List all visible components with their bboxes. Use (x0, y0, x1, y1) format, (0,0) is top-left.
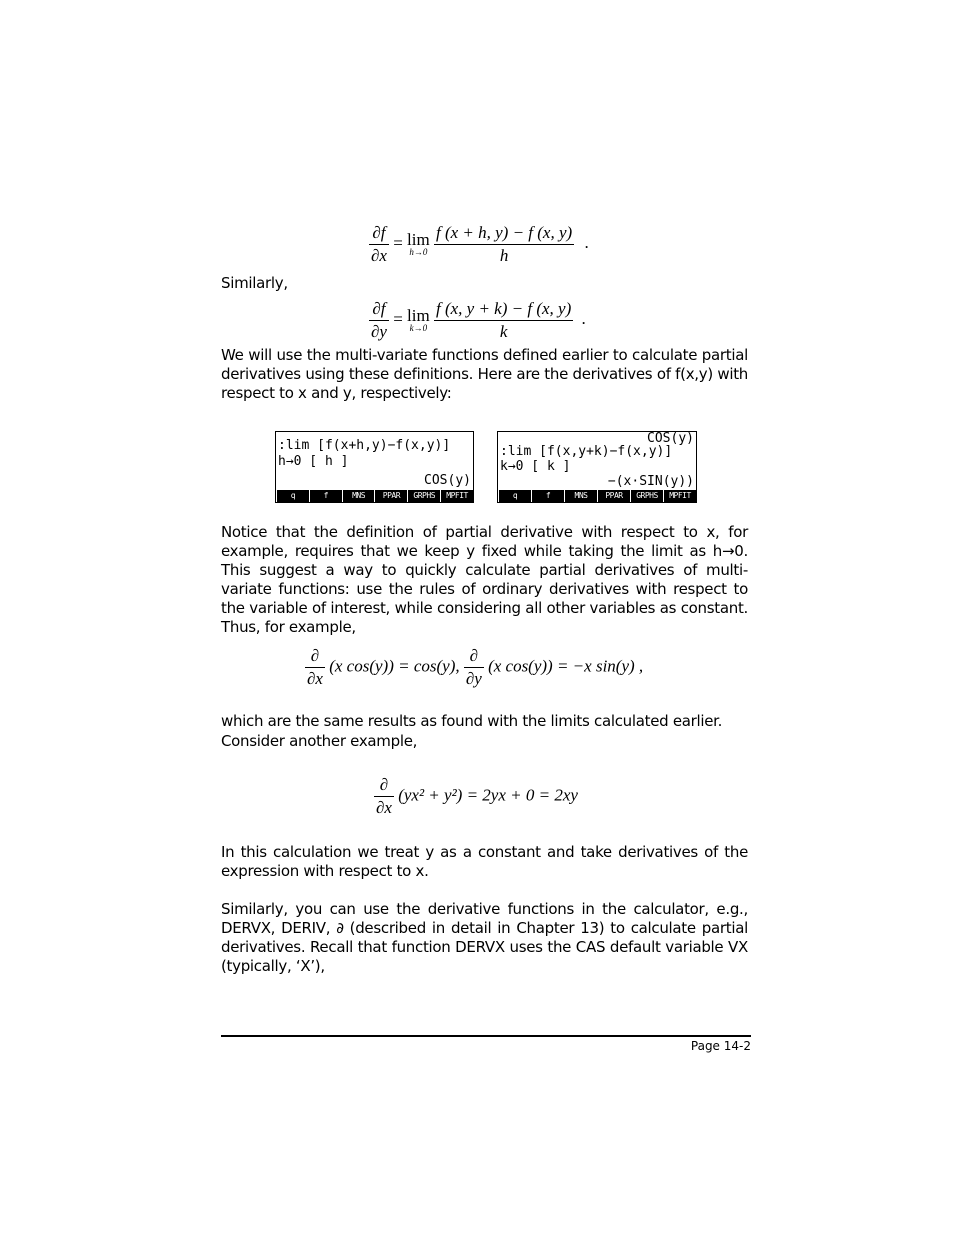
menu-key[interactable]: GRPHS (407, 490, 440, 502)
quotient-numerator: f (x, y + k) − f (x, y) (434, 298, 573, 321)
lhs-numerator: ∂f (369, 222, 389, 245)
similarly-text: Similarly, (221, 274, 288, 292)
partial-x-operator: $\frac{\partial}{\partial x}$ (376, 775, 392, 817)
menu-key[interactable]: MNS (564, 490, 597, 502)
menu-key[interactable]: PPAR (597, 490, 630, 502)
menu-key[interactable]: q (276, 490, 309, 502)
paragraph-calculation: In this calculation we treat y as a constant and take derivatives of the expression with respect to x. (221, 843, 748, 880)
equation-partial-x-limit: $\frac{\partial f}{\partial x}$ = lim h→0 $\frac{f (x + h, y) - f (x, y)}{h}$ . (371, 223, 589, 265)
menu-key[interactable]: MNS (342, 490, 375, 502)
expression: (yx² + y²) = 2yx + 0 = 2xy (398, 785, 578, 805)
soft-menu-bar (276, 490, 473, 502)
calculator-screen-x (275, 431, 474, 503)
soft-menu-bar (498, 490, 696, 502)
lhs-fraction (369, 298, 389, 343)
menu-key[interactable]: MPFIT (440, 490, 473, 502)
calculator-screen-y (497, 431, 697, 503)
menu-key[interactable]: q (498, 490, 531, 502)
equation-partial-polynomial (374, 774, 578, 819)
difference-quotient (434, 222, 574, 267)
lhs-numerator: ∂f (369, 298, 389, 321)
screen-line-2: h→0 [ h ] (278, 454, 349, 469)
limit-operator: lim k→0 (407, 305, 430, 333)
expression-2: (x cos(y)) = −x sin(y) , (488, 656, 644, 676)
lhs-fraction (369, 222, 389, 267)
screen-result: COS(y) (424, 473, 471, 488)
equation-partial-examples (305, 645, 643, 690)
lhs-denominator: ∂y (371, 322, 387, 341)
screen-result: −(x·SIN(y)) (607, 474, 694, 489)
paragraph-another-example: Consider another example, (221, 732, 418, 750)
quotient-denominator: h (499, 246, 509, 265)
menu-key[interactable]: GRPHS (630, 490, 663, 502)
expression-1: (x cos(y)) = cos(y), (329, 656, 460, 676)
screen-line-2: k→0 [ k ] (500, 459, 571, 474)
menu-key[interactable]: MPFIT (663, 490, 696, 502)
paragraph-intro: We will use the multi-variate functions defined earlier to calculate partial derivatives using these definitions. Here are the derivatives of f(x,y) with respect to x and y, respectively: (221, 346, 748, 402)
menu-key[interactable]: PPAR (374, 490, 407, 502)
menu-key[interactable]: f (531, 490, 564, 502)
screen-line-1: :lim [f(x+h,y)−f(x,y)] (278, 438, 451, 453)
paragraph-notice: Notice that the definition of partial derivative with respect to x, for example, requires that we keep y fixed while taking the limit as h→0. This suggest a way to quickly calculate partial derivatives of multi-variate functions: use the rules of ordinary derivatives with respect to the variable of interest, while considering all other variables as constant. Thus, for example, (221, 523, 748, 636)
quotient-numerator: f (x + h, y) − f (x, y) (434, 222, 574, 245)
screen-previous-result: COS(y) (647, 431, 694, 446)
quotient-denominator: k (499, 322, 508, 341)
paragraph-same-results: which are the same results as found with the limits calculated earlier. (221, 712, 723, 730)
partial-x-operator: $\frac{\partial}{\partial x}$ (307, 646, 323, 688)
limit-subscript: h→0 (409, 246, 428, 257)
paragraph-derivative-functions: Similarly, you can use the derivative functions in the calculator, e.g., DERVX, DERIV, ∂ (described in detail in Chapter 13) to calculate partial derivatives. Recall that function DERVX uses the CAS default variable VX (typically, ‘X’), (221, 900, 748, 975)
page-number: Page 14-2 (690, 1039, 751, 1053)
footer-rule (221, 1035, 751, 1037)
equation-partial-y-limit: $\frac{\partial f}{\partial y}$ = lim k→0 $\frac{f (x, y + k) - f (x, y)}{k}$ . (371, 299, 586, 341)
lhs-denominator: ∂x (371, 246, 387, 265)
limit-subscript: k→0 (409, 322, 428, 333)
menu-key[interactable]: f (309, 490, 342, 502)
limit-operator: lim h→0 (407, 229, 430, 257)
partial-y-operator: $\frac{\partial}{\partial y}$ (465, 646, 482, 688)
difference-quotient (434, 298, 573, 343)
screen-line-1: :lim [f(x,y+k)−f(x,y)] (500, 444, 673, 459)
